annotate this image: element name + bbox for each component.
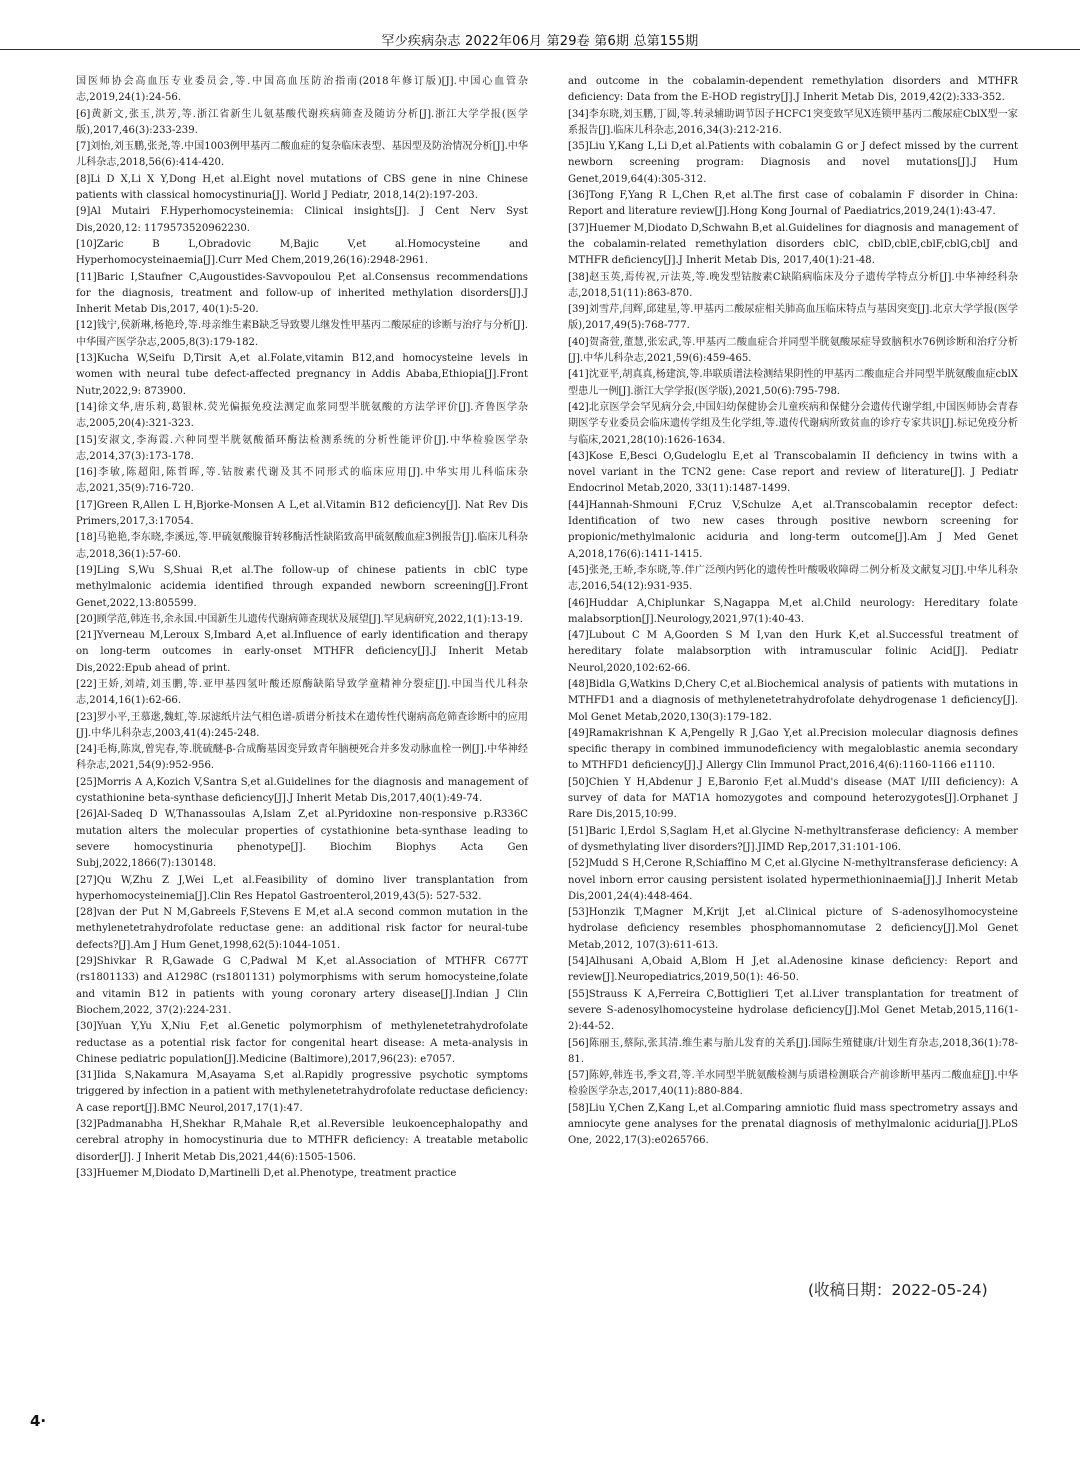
left-reference-column (76, 74, 528, 1182)
reference-entry: [8]Li D X,Li X Y,Dong H,et al.Eight novel mutations of CBS gene in nine Chinese patients with classical homocystinuria[J]. World J Pediatr, 2018,14(2):197-203. (76, 173, 528, 202)
reference-entry: [48]Bidla G,Watkins D,Chery C,et al.Biochemical analysis of patients with mutations in MTHFD1 and a diagnosis of methylenetetrahydrofolate dehydrogenase 1 deficiency[J]. Mol Genet Metab,2020,130(3):179-182. (568, 678, 1018, 723)
reference-entry: [25]Morris A A,Kozich V,Santra S,et al.Guidelines for the diagnosis and management of cystathionine beta-synthase deficiency[J].J Inherit Metab Dis,2017,40(1):49-74. (76, 776, 528, 805)
reference-entry: [15]安淑文,李海霞.六种同型半胱氨酸循环酶法检测系统的分析性能评价[J].中华检验医学杂志,2014,37(3):173-178. (76, 434, 528, 462)
reference-entry: [9]Al Mutairi F.Hyperhomocysteinemia: Clinical insights[J]. J Cent Nerv Syst Dis,2020,12: 1179573520962230. (76, 206, 528, 234)
reference-entry: [12]钱宁,侯新琳,杨艳玲,等.母亲维生素B缺乏导致婴儿继发性甲基丙二酸尿症的诊断与治疗与分析[J].中华围产医学杂志,2005,8(3):179-182. (76, 320, 528, 348)
reference-entry: [31]Iida S,Nakamura M,Asayama S,et al.Rapidly progressive psychotic symptoms triggered by infection in a patient with methylenetetrahydrofolate reductase deficiency: A case report[J].BMC Neurol,2017,17(1):47. (76, 1070, 528, 1114)
page-number: 4· (30, 1412, 47, 1430)
reference-entry: [7]刘怡,刘玉鹏,张尧,等.中国1003例甲基丙二酸血症的复杂临床表型、基因型及防治情况分析[J].中华儿科杂志,2018,56(6):414-420. (76, 141, 528, 169)
reference-entry: [57]陈婷,韩连书,季文君,等.羊水同型半胱氨酸检测与质谱检测联合产前诊断甲基丙二酸血症[J].中华检验医学杂志,2017,40(11):880-884. (568, 1070, 1018, 1098)
reference-entry: [51]Baric I,Erdol S,Saglam H,et al.Glycine N-methyltransferase deficiency: A member of dysmethylating liver disorders?[J].JIMD Rep,2017,31:101-106. (568, 825, 1018, 853)
reference-entry: [29]Shivkar R R,Gawade G C,Padwal M K,et al.Association of MTHFR C677T (rs1801133) and A1298C (rs1801131) polymorphisms with serum homocysteine,folate and vitamin B12 in patients with young coronary artery disease[J].Indian J Clin Biochem,2022, 37(2):224-231. (76, 956, 528, 1016)
reference-entry: [50]Chien Y H,Abdenur J E,Baronio F,et al.Mudd's disease (MAT I/III deficiency): A survey of data for MAT1A homozygotes and compound heterozygotes[J].Orphanet J Rare Dis,2015,10:99. (568, 776, 1018, 821)
reference-entry: [52]Mudd S H,Cerone R,Schiaffino M C,et al.Glycine N-methyltransferase deficiency: A novel inborn error causing persistent isolated hypermethioninaemia[J].J Inherit Metab Dis,2001,24(4):448-464. (568, 858, 1018, 902)
reference-entry: 国医师协会高血压专业委员会,等.中国高血压防治指南(2018年修订版)[J].中国心血管杂志,2019,24(1):24-56. (76, 76, 528, 104)
received-date: (收稿日期：2022-05-24) (808, 1281, 988, 1299)
reference-entry: [41]沈亚平,胡真真,杨建滨,等.串联质谱法检测结果阴性的甲基丙二酸血症合并同型半胱氨酸血症cblX型患儿一例[J].浙江大学学报(医学版),2021,50(6):795-798. (568, 369, 1018, 397)
reference-entry: [36]Tong F,Yang R L,Chen R,et al.The first case of cobalamin F disorder in China: Report and literature review[J].Hong Kong Journal of Paediatrics,2019,24(1):43-47. (568, 190, 1018, 218)
reference-entry: [26]Al-Sadeq D W,Thanassoulas A,Islam Z,et al.Pyridoxine non-responsive p.R336C mutation alters the molecular properties of cystathionine beta-synthase leading to severe homocystinuria phenotype[J]. Biochim Biophys Acta Gen Subj,2022,1866(7):130148. (76, 809, 528, 870)
reference-entry: [24]毛梅,陈岚,曾宪春,等.胱硫醚-β-合成酶基因变异致青年脑梗死合并多发动脉血栓一例[J].中华神经科杂志,2021,54(9):952-956. (76, 744, 528, 772)
reference-entry: [18]马艳艳,李东晓,李溪远,等.甲硫氨酸腺苷转移酶活性缺陷致高甲硫氨酸血症3例报告[J].临床儿科杂志,2018,36(1):57-60. (76, 532, 528, 560)
reference-entry: [16]李敏,陈超阳,陈哲晖,等.钴胺素代谢及其不同形式的临床应用[J].中华实用儿科临床杂志,2021,35(9):716-720. (76, 467, 528, 495)
reference-entry: [38]赵玉英,焉传祝,亓法英,等.晚发型钴胺素C缺陷病临床及分子遗传学特点分析[J].中华神经科杂志,2018,51(11):863-870. (568, 271, 1018, 299)
reference-entry: [46]Huddar A,Chiplunkar S,Nagappa M,et al.Child neurology: Hereditary folate malabsorption[J].Neurology,2021,97(1):40-43. (568, 597, 1018, 625)
reference-entry: [27]Qu W,Zhu Z J,Wei L,et al.Feasibility of domino liver transplantation from hyperhomocysteinemia[J].Clin Res Hepatol Gastroenterol,2019,43(5): 527-532. (76, 874, 528, 902)
reference-entry: and outcome in the cobalamin-dependent remethylation disorders and MTHFR deficiency: Data from the E-HOD registry[J].J Inherit Metab Dis, 2019,42(2):333-352. (568, 76, 1018, 104)
reference-entry: [20]顾学范,韩连书,余永国.中国新生儿遗传代谢病筛查现状及展望[J].罕见病研究,2022,1(1):13-19. (76, 613, 523, 625)
reference-entry: [45]张尧,王峤,李东晓,等.伴广泛颅内钙化的遗传性叶酸吸收障碍二例分析及文献复习[J].中华儿科杂志,2016,54(12):931-935. (568, 564, 1018, 593)
right-reference-column (568, 74, 1018, 1150)
reference-entry: [33]Huemer M,Diodato D,Martinelli D,et al.Phenotype, treatment practice (76, 1167, 457, 1179)
reference-entry: [54]Alhusani A,Obaid A,Blom H J,et al.Adenosine kinase deficiency: Report and review[J].Neuropediatrics,2019,50(1): 46-50. (568, 956, 1018, 984)
reference-entry: [55]Strauss K A,Ferreira C,Bottiglieri T,et al.Liver transplantation for treatment of severe S-adenosylhomocysteine hydrolase deficiency[J].Mol Genet Metab,2015,116(1-2):44-52. (568, 988, 1018, 1033)
reference-entry: [40]贺斋萱,董慧,张宏武,等.甲基丙二酸血症合并同型半胱氨酸尿症导致脑积水76例诊断和治疗分析[J].中华儿科杂志,2021,59(6):459-465. (568, 336, 1018, 365)
reference-entry: [43]Kose E,Besci O,Gudeloglu E,et al Transcobalamin II deficiency in twins with a novel variant in the TCN2 gene: Case report and review of literature[J]. J Pediatr Endocrinol Metab,2020, 33(11):1487-1499. (568, 450, 1018, 495)
reference-entry: [10]Zaric B L,Obradovic M,Bajic V,et al.Homocysteine and Hyperhomocysteinaemia[J].Curr Med Chem,2019,26(16):2948-2961. (76, 238, 528, 267)
reference-entry: [56]陈丽玉,蔡际,张其清.维生素与胎儿发育的关系[J].国际生殖健康/计划生育杂志,2018,36(1):78-81. (568, 1037, 1018, 1065)
reference-entry: [13]Kucha W,Seifu D,Tirsit A,et al.Folate,vitamin B12,and homocysteine levels in women with neural tube defect-affected pregnancy in Addis Ababa,Ethiopia[J].Front Nutr,2022,9: 873900. (76, 353, 528, 397)
reference-entry: [28]van der Put N M,Gabreels F,Stevens E M,et al.A second common mutation in the methylenetetrahydrofolate reductase gene: an additional risk factor for neural-tube defects?[J].Am J Hum Genet,1998,62(5):1044-1051. (76, 907, 528, 951)
reference-entry: [53]Honzik T,Magner M,Krijt J,et al.Clinical picture of S-adenosylhomocysteine hydrolase deficiency resembles phosphomannomutase 2 deficiency[J].Mol Genet Metab,2012, 107(3):611-613. (568, 907, 1018, 951)
header-rule (0, 49, 1080, 50)
reference-entry: [23]罗小平,王慕逖,魏虹,等.尿滤纸片法气相色谱-质谱分析技术在遗传性代谢病高危筛查诊断中的应用[J].中华儿科杂志,2003,41(4):245-248. (76, 711, 528, 739)
journal-running-header: 罕少疾病杂志 2022年06月 第29卷 第6期 总第155期 (381, 34, 699, 49)
reference-entry: [47]Lubout C M A,Goorden S M I,van den Hurk K,et al.Successful treatment of hereditary folate malabsorption with intramuscular folinic Acid[J]. Pediatr Neurol,2020,102:62-66. (568, 630, 1018, 674)
reference-entry: [42]北京医学会罕见病分会,中国妇幼保健协会儿童疾病和保健分会遗传代谢学组,中国医师协会青春期医学专业委员会临床遗传学组及生化学组,等.遗传代谢病所致贫血的诊疗专家共识[J].标记免疫分析与临床,2021,28(10):1626-1634. (568, 401, 1018, 446)
reference-entry: [49]Ramakrishnan K A,Pengelly R J,Gao Y,et al.Precision molecular diagnosis defines specific therapy in combined immunodeficiency with megaloblastic anemia secondary to MTHFD1 deficiency[J].J Allergy Clin Immunol Pract,2016,4(6):1160-1166 e1110. (568, 727, 1018, 772)
reference-entry: [37]Huemer M,Diodato D,Schwahn B,et al.Guidelines for diagnosis and management of the cobalamin-related remethylation disorders cblC, cblD,cblE,cblF,cblG,cblJ and MTHFR deficiency[J].J Inherit Metab Dis, 2017,40(1):21-48. (568, 222, 1018, 267)
reference-entry: [19]Ling S,Wu S,Shuai R,et al.The follow-up of chinese patients in cblC type methylmalonic acidemia identified through expanded newborn screening[J].Front Genet,2022,13:805599. (76, 564, 528, 609)
reference-entry: [35]Liu Y,Kang L,Li D,et al.Patients with cobalamin G or J defect missed by the current newborn screening program: Diagnosis and novel mutations[J].J Hum Genet,2019,64(4):305-312. (568, 141, 1018, 185)
reference-entry: [34]李东晓,刘玉鹏,丁圆,等.转录辅助调节因子HCFC1突变致罕见X连锁甲基丙二酸尿症CblX型一家系报告[J].临床儿科杂志,2016,34(3):212-216. (568, 108, 1018, 136)
reference-entry: [32]Padmanabha H,Shekhar R,Mahale R,et al.Reversible leukoencephalopathy and cerebral atrophy in homocystinuria due to MTHFR deficiency: A treatable metabolic disorder[J]. J Inherit Metab Dis,2021,44(6):1505-1506. (76, 1119, 528, 1163)
reference-entry: [44]Hannah-Shmouni F,Cruz V,Schulze A,et al.Transcobalamin receptor defect: Identification of two new cases through positive newborn screening for propionic/methylmalonic aciduria and long-term outcome[J].Am J Med Genet A,2018,176(6):1411-1415. (568, 499, 1018, 560)
reference-entry: [11]Baric I,Staufner C,Augoustides-Savvopoulou P,et al.Consensus recommendations for the diagnosis, treatment and follow-up of inherited methylation disorders[J].J Inherit Metab Dis,2017, 40(1):5-20. (76, 271, 528, 316)
reference-entry: [17]Green R,Allen L H,Bjorke-Monsen A L,et al.Vitamin B12 deficiency[J]. Nat Rev Dis Primers,2017,3:17054. (76, 499, 528, 528)
reference-entry: [14]徐文华,唐乐莉,葛银林.荧光偏振免疫法测定血浆同型半胱氨酸的方法学评价[J].齐鲁医学杂志,2005,20(4):321-323. (76, 401, 528, 430)
reference-entry: [58]Liu Y,Chen Z,Kang L,et al.Comparing amniotic fluid mass spectrometry assays and amniocyte gene analyses for the prenatal diagnosis of methylmalonic aciduria[J].PLoS One, 2022,17(3):e0265766. (568, 1102, 1018, 1147)
reference-entry: [22]王娇,刘靖,刘玉鹏,等.亚甲基四氢叶酸还原酶缺陷导致学童精神分裂症[J].中国当代儿科杂志,2014,16(1):62-66. (76, 678, 528, 707)
reference-entry: [39]刘雪芹,闫辉,邱建星,等.甲基丙二酸尿症相关肺高血压临床特点与基因突变[J].北京大学学报(医学版),2017,49(5):768-777. (568, 304, 1018, 332)
reference-entry: [30]Yuan Y,Yu X,Niu F,et al.Genetic polymorphism of methylenetetrahydrofolate reductase as a potential risk factor for congenital heart disease: A meta-analysis in Chinese pediatric population[J].Medicine (Baltimore),2017,96(23): e7057. (76, 1021, 528, 1065)
reference-entry: [6]黄新文,张玉,洪芳,等.浙江省新生儿氨基酸代谢疾病筛查及随访分析[J].浙江大学学报(医学版),2017,46(3):233-239. (76, 108, 528, 136)
reference-entry: [21]Yverneau M,Leroux S,Imbard A,et al.Influence of early identification and therapy on long-term outcomes in early-onset MTHFR deficiency[J].J Inherit Metab Dis,2022:Epub ahead of print. (76, 630, 528, 674)
